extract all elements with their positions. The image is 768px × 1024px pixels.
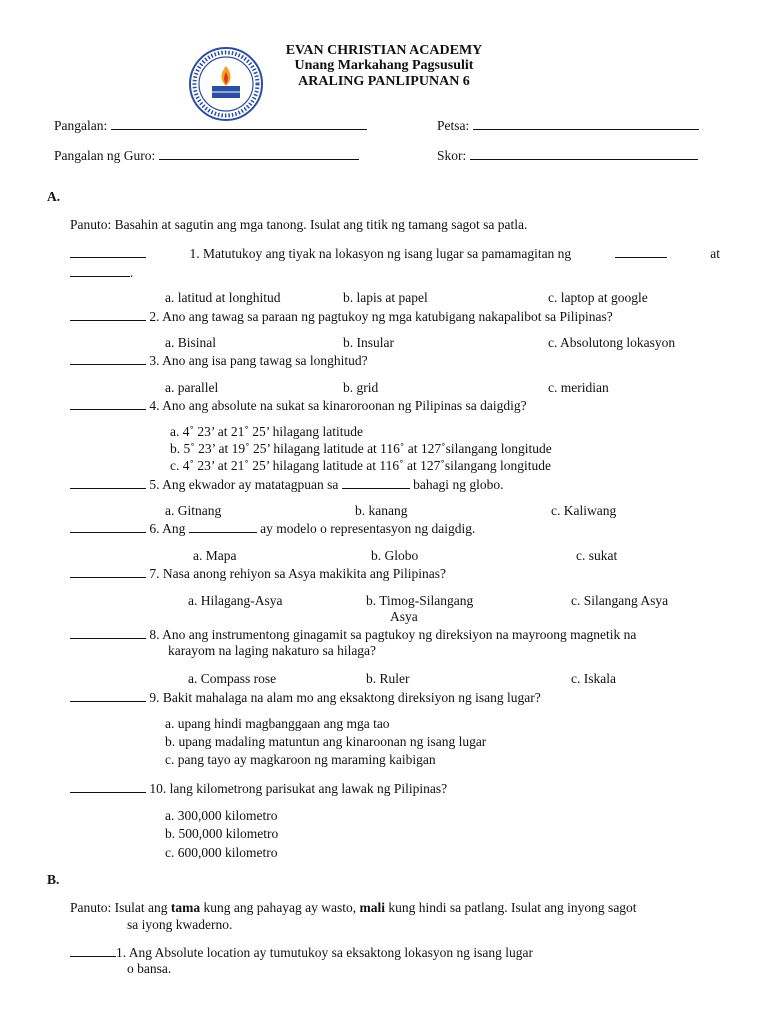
question-1 <box>70 245 720 262</box>
question-9 <box>70 689 541 706</box>
part-b-directions <box>70 900 637 916</box>
part-b-dir-text-2: kung ang pahayag ay wasto, <box>203 900 357 915</box>
date-field[interactable] <box>437 117 699 134</box>
question-9-text: 9. Bakit mahalaga na alam mo ang eksaktong direksiyon ng isang lugar? <box>149 690 541 705</box>
school-seal-icon <box>188 46 264 122</box>
answer-blank-10[interactable] <box>70 780 146 793</box>
question-7-text: 7. Nasa anong rehiyon sa Asya makikita ang Pilipinas? <box>149 566 446 581</box>
tama-keyword: tama <box>170 900 201 915</box>
part-b-dir-text-1: Panuto: Isulat ang <box>70 900 168 915</box>
answer-blank-5[interactable] <box>70 476 146 489</box>
question-1-line2 <box>70 264 133 281</box>
q8-choice-a[interactable]: a. Compass rose <box>188 671 277 686</box>
name-field[interactable] <box>54 117 367 134</box>
question-2-text: 2. Ano ang tawag sa paraan ng pagtukoy ng mga katubigang nakapalibot sa Pilipinas? <box>149 309 613 324</box>
q7-choice-a[interactable]: a. Hilagang-Asya <box>188 593 283 608</box>
question-2 <box>70 308 613 325</box>
q2-choice-b[interactable]: b. Insular <box>343 335 394 350</box>
question-5 <box>70 476 503 493</box>
part-b-question-1-text: 1. Ang Absolute location ay tumutukoy sa eksaktong lokasyon ng isang lugar <box>116 945 533 960</box>
score-blank[interactable] <box>470 147 698 160</box>
q8-choice-c[interactable]: c. Iskala <box>571 671 616 686</box>
mali-keyword: mali <box>359 900 385 915</box>
part-a-directions: Panuto: Basahin at sagutin ang mga tanong. Isulat ang titik ng tamang sagot sa patla. <box>70 217 528 232</box>
teacher-label: Pangalan ng Guro: <box>54 148 156 163</box>
part-b-label: B. <box>47 872 60 887</box>
question-4-text: 4. Ano ang absolute na sukat sa kinaroroonan ng Pilipinas sa daigdig? <box>149 398 527 413</box>
q3-choice-a[interactable]: a. parallel <box>165 380 219 395</box>
q9-choice-c[interactable]: c. pang tayo ay magkaroon ng maraming kaibigan <box>165 752 436 767</box>
q4-choice-c[interactable]: c. 4˚ 23’ at 21˚ 25’ hilagang latitude at 116˚ at 127˚silangang longitude <box>170 458 552 473</box>
q8-choice-b[interactable]: b. Ruler <box>366 671 410 686</box>
q9-choice-b[interactable]: b. upang madaling matuntun ang kinaroonan ng isang lugar <box>165 734 487 749</box>
q6-choice-a[interactable]: a. Mapa <box>193 548 237 563</box>
q10-choice-c[interactable]: c. 600,000 kilometro <box>165 845 278 860</box>
q4-choice-b[interactable]: b. 5˚ 23’ at 19˚ 25’ hilagang latitude at 116˚ at 127˚silangang longitude <box>170 441 552 456</box>
part-b-question-1 <box>70 944 533 961</box>
q5-choice-b[interactable]: b. kanang <box>355 503 408 518</box>
q6-choice-c[interactable]: c. sukat <box>576 548 618 563</box>
question-6 <box>70 520 475 537</box>
q5-choice-c[interactable]: c. Kaliwang <box>551 503 617 518</box>
name-label: Pangalan: <box>54 118 108 133</box>
q10-choice-b[interactable]: b. 500,000 kilometro <box>165 826 279 841</box>
answer-blank-1[interactable] <box>70 245 146 258</box>
question-3 <box>70 352 368 369</box>
score-label: Skor: <box>437 148 467 163</box>
fill-blank-1b[interactable] <box>70 264 130 277</box>
fill-blank-1a[interactable] <box>615 245 667 258</box>
q4-choice-a[interactable]: a. 4˚ 23’ at 21˚ 25’ hilagang latitude <box>170 424 363 439</box>
q10-choice-a[interactable]: a. 300,000 kilometro <box>165 808 278 823</box>
q7-choice-c[interactable]: c. Silangang Asya <box>571 593 669 608</box>
question-4 <box>70 397 527 414</box>
question-6-text: 6. Ang <box>149 521 186 536</box>
score-field[interactable] <box>437 147 698 164</box>
question-8-line2: karayom na laging nakaturo sa hilaga? <box>168 643 377 658</box>
q5-choice-a[interactable]: a. Gitnang <box>165 503 222 518</box>
q1-choice-b[interactable]: b. lapis at papel <box>343 290 428 305</box>
subject-title: ARALING PANLIPUNAN 6 <box>298 74 470 89</box>
answer-blank-8[interactable] <box>70 626 146 639</box>
fill-blank-6[interactable] <box>189 520 257 533</box>
question-1-text-b: at <box>710 246 720 261</box>
name-blank[interactable] <box>111 117 367 130</box>
answer-blank-4[interactable] <box>70 397 146 410</box>
question-8-text: 8. Ano ang instrumentong ginagamit sa pagtukoy ng direksiyon na mayroong magnetik na <box>149 627 637 642</box>
q3-choice-c[interactable]: c. meridian <box>548 380 609 395</box>
part-a-label: A. <box>47 189 61 204</box>
q6-choice-b[interactable]: b. Globo <box>371 548 419 563</box>
part-b-dir-text-3: kung hindi sa patlang. Isulat ang inyong sagot <box>388 900 637 915</box>
answer-blank-9[interactable] <box>70 689 146 702</box>
answer-blank-7[interactable] <box>70 565 146 578</box>
answer-blank-2[interactable] <box>70 308 146 321</box>
q9-choice-a[interactable]: a. upang hindi magbanggaan ang mga tao <box>165 716 390 731</box>
teacher-blank[interactable] <box>159 147 359 160</box>
q1-choice-a[interactable]: a. latitud at longhitud <box>165 290 281 305</box>
part-b-question-1-line2: o bansa. <box>127 961 172 976</box>
date-label: Petsa: <box>437 118 470 133</box>
question-3-text: 3. Ano ang isa pang tawag sa longhitud? <box>149 353 368 368</box>
question-10 <box>70 780 447 797</box>
teacher-field[interactable] <box>54 147 359 164</box>
exam-title: Unang Markahang Pagsusulit <box>294 58 474 73</box>
part-b-answer-blank-1[interactable] <box>70 944 116 957</box>
q1-choice-c[interactable]: c. laptop at google <box>548 290 648 305</box>
question-5-text: 5. Ang ekwador ay matatagpuan sa <box>149 477 339 492</box>
q2-choice-a[interactable]: a. Bisinal <box>165 335 216 350</box>
answer-blank-3[interactable] <box>70 352 146 365</box>
question-7 <box>70 565 446 582</box>
school-name: EVAN CHRISTIAN ACADEMY <box>285 43 483 58</box>
q2-choice-c[interactable]: c. Absolutong lokasyon <box>548 335 676 350</box>
fill-blank-5[interactable] <box>342 476 410 489</box>
date-blank[interactable] <box>473 117 699 130</box>
question-5-text-b: bahagi ng globo. <box>413 477 504 492</box>
answer-blank-6[interactable] <box>70 520 146 533</box>
q3-choice-b[interactable]: b. grid <box>343 380 379 395</box>
question-8 <box>70 626 636 643</box>
question-1-period: . <box>130 265 134 280</box>
part-b-directions-line2: sa iyong kwaderno. <box>127 917 233 932</box>
q7-choice-b-line2: Asya <box>390 609 418 624</box>
question-10-text: 10. lang kilometrong parisukat ang lawak ng Pilipinas? <box>149 781 448 796</box>
q7-choice-b[interactable]: b. Timog-Silangang <box>366 593 474 608</box>
question-6-text-b: ay modelo o representasyon ng daigdig. <box>260 521 476 536</box>
question-1-text: 1. Matutukoy ang tiyak na lokasyon ng isang lugar sa pamamagitan ng <box>189 246 572 261</box>
